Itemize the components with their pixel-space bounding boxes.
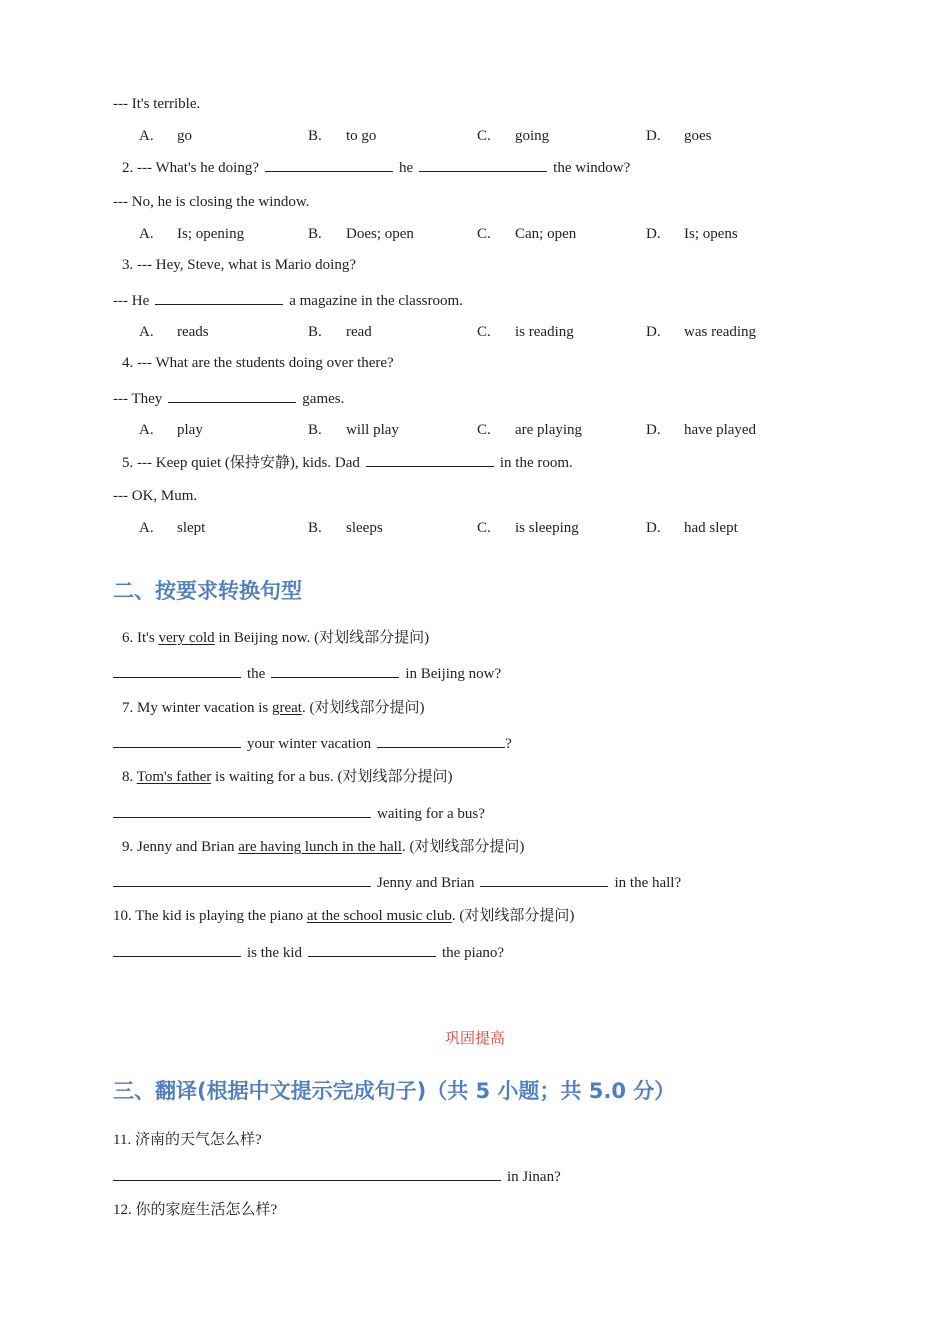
q10-underlined-part: at the school music club xyxy=(306,908,452,924)
q7-underlined-part: great xyxy=(271,700,302,716)
q4-option-b[interactable]: B. will play xyxy=(308,422,399,438)
q5-question-line: 5. --- Keep quiet (保持安静), kids. Dad in the room. xyxy=(122,452,573,473)
q5-option-c[interactable]: C. is sleeping xyxy=(477,520,579,536)
q6-question-line: 6. It's very cold in Beijing now. (对划线部分提问) xyxy=(122,630,430,646)
q8-question-line: 8. Tom's father is waiting for a bus. (对划线部分提问) xyxy=(122,769,453,785)
q2-blank-2[interactable] xyxy=(419,157,547,172)
q5-blank[interactable] xyxy=(366,452,494,467)
section-2-heading: 二、按要求转换句型 xyxy=(113,579,302,603)
q2-answer-line: --- No, he is closing the window. xyxy=(113,194,310,210)
q2-option-b[interactable]: B. Does; open xyxy=(308,226,414,242)
q1-option-b[interactable]: B. to go xyxy=(308,128,377,144)
q2-blank-1[interactable] xyxy=(265,157,393,172)
q3-option-d[interactable]: D. was reading xyxy=(646,324,757,340)
q3-option-b[interactable]: B. read xyxy=(308,324,372,340)
q7-blank-1[interactable] xyxy=(113,733,241,748)
q9-question-line: 9. Jenny and Brian are having lunch in the hall. (对划线部分提问) xyxy=(122,839,525,855)
q10-answer-line: is the kid the piano? xyxy=(113,942,504,963)
q4-blank[interactable] xyxy=(168,388,296,403)
q11-blank[interactable] xyxy=(113,1166,501,1181)
q3-blank[interactable] xyxy=(155,290,283,305)
q7-question-line: 7. My winter vacation is great. (对划线部分提问) xyxy=(122,700,425,716)
q10-question-line: 10. The kid is playing the piano at the school music club. (对划线部分提问) xyxy=(113,908,575,924)
q9-blank-2[interactable] xyxy=(480,872,608,887)
q11-answer-line: in Jinan? xyxy=(113,1166,561,1187)
q6-blank-2[interactable] xyxy=(271,663,399,678)
q8-blank[interactable] xyxy=(113,803,371,818)
q2-question-line: 2. --- What's he doing? he the window? xyxy=(122,157,630,178)
q5-option-a[interactable]: A. slept xyxy=(139,520,206,536)
q4-option-d[interactable]: D. have played xyxy=(646,422,757,438)
q8-answer-line: waiting for a bus? xyxy=(113,803,485,824)
q3-answer-line: --- He a magazine in the classroom. xyxy=(113,290,463,311)
q4-answer-line: --- They games. xyxy=(113,388,344,409)
q10-blank-1[interactable] xyxy=(113,942,241,957)
q5-option-b[interactable]: B. sleeps xyxy=(308,520,383,536)
q9-answer-line: Jenny and Brian in the hall? xyxy=(113,872,681,893)
q4-option-a[interactable]: A. play xyxy=(139,422,203,438)
q12-question-line: 12. 你的家庭生活怎么样? xyxy=(113,1202,278,1218)
q4-option-c[interactable]: C. are playing xyxy=(477,422,583,438)
q2-option-d[interactable]: D. Is; opens xyxy=(646,226,738,242)
q10-blank-2[interactable] xyxy=(308,942,436,957)
q2-option-c[interactable]: C. Can; open xyxy=(477,226,577,242)
q3-question-line: 3. --- Hey, Steve, what is Mario doing? xyxy=(122,257,356,273)
section-3-heading: 三、翻译(根据中文提示完成句子)（共 5 小题；共 5.0 分） xyxy=(113,1079,676,1103)
q7-blank-2[interactable] xyxy=(377,733,505,748)
q1-answer-line: --- It's terrible. xyxy=(113,96,201,112)
q1-option-c[interactable]: C. going xyxy=(477,128,550,144)
q9-underlined-part: are having lunch in the hall xyxy=(238,839,402,855)
q11-question-line: 11. 济南的天气怎么样? xyxy=(113,1132,262,1148)
q4-question-line: 4. --- What are the students doing over there? xyxy=(122,355,394,371)
q6-underlined-part: very cold xyxy=(158,630,215,646)
q5-answer-line: --- OK, Mum. xyxy=(113,488,198,504)
q3-option-a[interactable]: A. reads xyxy=(139,324,209,340)
q3-option-c[interactable]: C. is reading xyxy=(477,324,574,340)
q1-option-a[interactable]: A. go xyxy=(139,128,192,144)
q7-answer-line: your winter vacation ? xyxy=(113,733,512,754)
section-divider-label: 巩固提高 xyxy=(444,1031,505,1047)
q2-option-a[interactable]: A. Is; opening xyxy=(139,226,245,242)
q5-option-d[interactable]: D. had slept xyxy=(646,520,738,536)
q8-underlined-part: Tom's father xyxy=(136,769,212,785)
q9-blank-1[interactable] xyxy=(113,872,371,887)
q6-answer-line: the in Beijing now? xyxy=(113,663,501,684)
q1-option-d[interactable]: D. goes xyxy=(646,128,712,144)
q6-blank-1[interactable] xyxy=(113,663,241,678)
